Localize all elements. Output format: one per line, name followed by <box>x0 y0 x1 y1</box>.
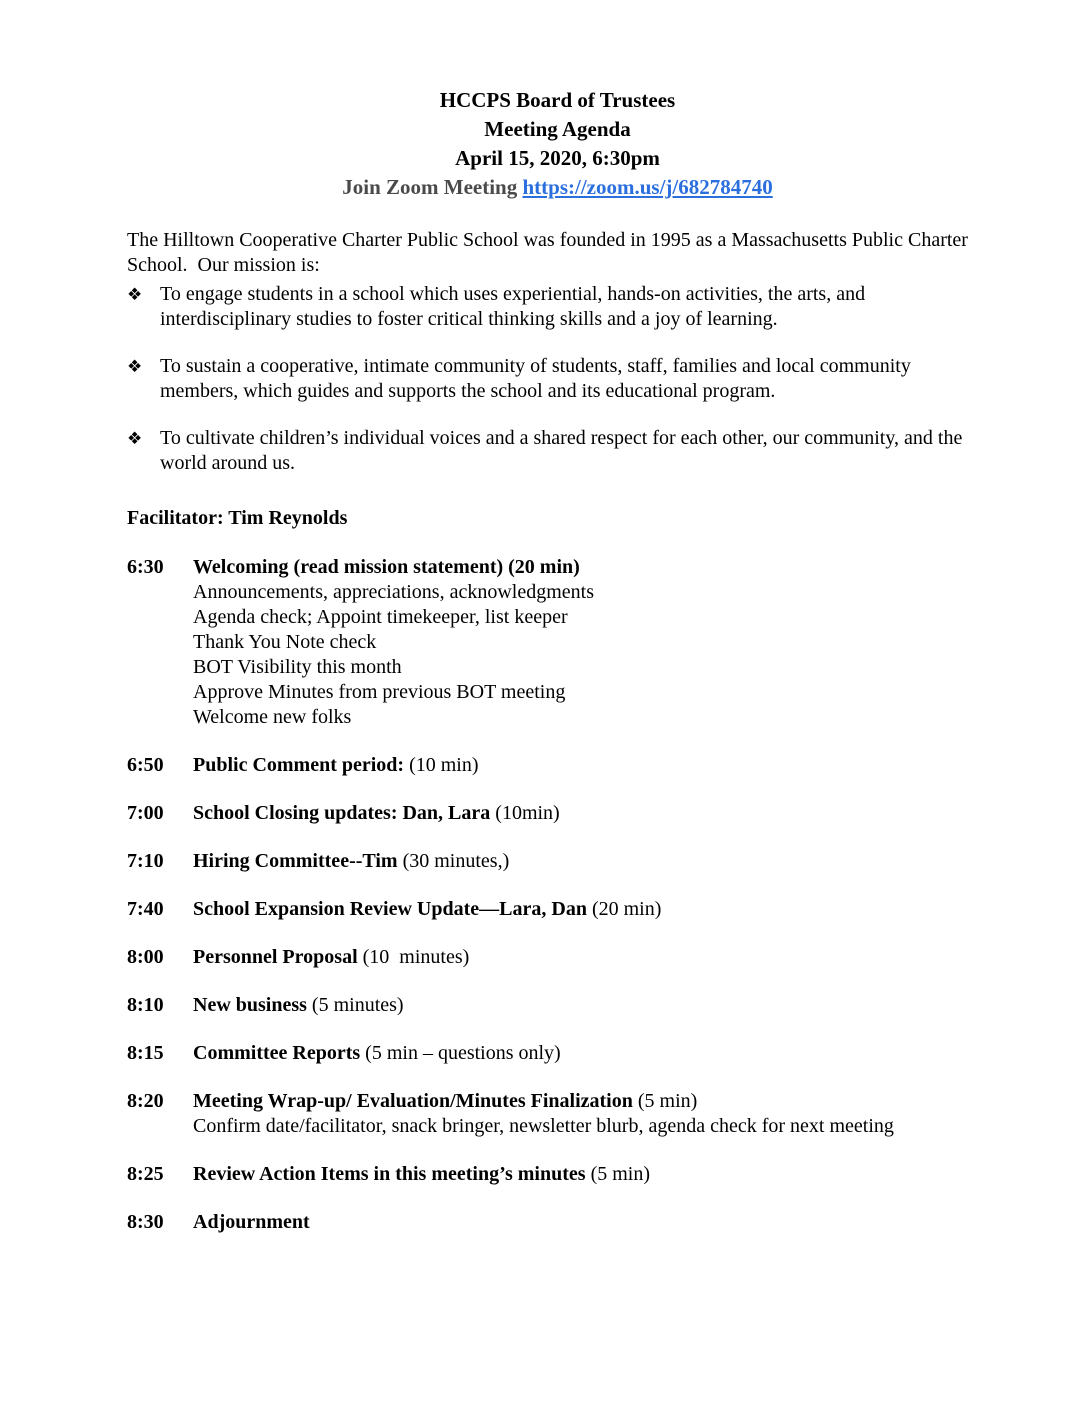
agenda-item-subline: BOT Visibility this month <box>193 656 402 678</box>
agenda-item <box>127 1089 988 1139</box>
agenda-item-title: School Expansion Review Update—Lara, Dan <box>193 898 587 920</box>
agenda-item-content <box>193 897 988 922</box>
mission-bullet-text: To engage students in a school which uses experiential, hands-on activities, the arts, and interdisciplinary studies to foster critical thinking skills and a joy of learning. <box>160 283 866 330</box>
agenda-item-title: Welcoming (read mission statement) (20 min) <box>193 556 580 578</box>
agenda-item <box>127 945 988 970</box>
agenda-item-subline: Confirm date/facilitator, snack bringer, newsletter blurb, agenda check for next meeting <box>193 1115 894 1137</box>
agenda-item-subline: Thank You Note check <box>193 631 377 653</box>
agenda-item-detail: (5 min – questions only) <box>360 1042 561 1064</box>
zoom-meeting-line <box>127 173 988 202</box>
agenda-item-time: 8:10 <box>127 994 164 1016</box>
document-title: HCCPS Board of Trustees <box>439 88 676 112</box>
agenda-item-content <box>193 849 988 874</box>
agenda-item-title-line <box>193 1210 988 1235</box>
agenda-item-title-line <box>193 897 988 922</box>
mission-bullet-text: To sustain a cooperative, intimate community of students, staff, families and local community members, which guides and supports the school and its educational program. <box>160 355 911 402</box>
agenda-item <box>127 1210 988 1235</box>
agenda-item-title: Personnel Proposal <box>193 946 358 968</box>
agenda-item-detail: (5 min) <box>585 1163 650 1185</box>
mission-bullet <box>127 282 988 332</box>
agenda-item-time: 6:50 <box>127 754 164 776</box>
agenda-item-time: 8:20 <box>127 1090 164 1112</box>
agenda-item <box>127 753 988 778</box>
agenda-item-time: 8:25 <box>127 1163 164 1185</box>
agenda-item-title: Committee Reports <box>193 1042 361 1064</box>
agenda-item-title-line <box>193 801 988 826</box>
agenda-item-detail: (10 minutes) <box>357 946 470 968</box>
agenda-item-content <box>193 555 988 730</box>
mission-bullet <box>127 354 988 404</box>
agenda-item-time: 7:10 <box>127 850 164 872</box>
agenda-item-detail: (10 min) <box>404 754 479 776</box>
mission-bullet-text: To cultivate children’s individual voices and a shared respect for each other, our community, and the world around us. <box>160 427 963 474</box>
agenda-item-title-line <box>193 1089 988 1114</box>
diamond-bullet-icon: ❖ <box>127 429 143 448</box>
agenda-item-title-line <box>193 993 988 1018</box>
agenda-item-content <box>193 801 988 826</box>
agenda-item-title-line <box>193 945 988 970</box>
agenda-item-title-line <box>193 1041 988 1066</box>
agenda-item-title: Public Comment period: <box>193 754 405 776</box>
agenda-item-time: 7:40 <box>127 898 164 920</box>
agenda-item-content <box>193 1210 988 1235</box>
mission-list <box>127 282 988 476</box>
agenda-item <box>127 801 988 826</box>
agenda-item-content <box>193 993 988 1018</box>
agenda-item-detail: (5 min) <box>632 1090 698 1112</box>
intro-paragraph: The Hilltown Cooperative Charter Public School was founded in 1995 as a Massachusetts Public Charter School. Our mission is: <box>127 229 973 276</box>
mission-bullet <box>127 426 988 476</box>
agenda-item-detail: (30 minutes,) <box>397 850 510 872</box>
document-subtitle: Meeting Agenda <box>484 117 631 141</box>
agenda-item <box>127 849 988 874</box>
agenda-item-title: New business <box>193 994 307 1016</box>
agenda-item-time: 8:30 <box>127 1211 164 1233</box>
agenda-item <box>127 1162 988 1187</box>
agenda-item-title: Review Action Items in this meeting’s minutes <box>193 1163 586 1185</box>
agenda-item <box>127 555 988 730</box>
agenda-item-time: 8:15 <box>127 1042 164 1064</box>
agenda-item-title: School Closing updates: Dan, Lara <box>193 802 491 824</box>
diamond-bullet-icon: ❖ <box>127 357 143 376</box>
agenda-item-detail: (10min) <box>490 802 560 824</box>
agenda-item-detail: (5 minutes) <box>306 994 404 1016</box>
agenda-item-subline: Announcements, appreciations, acknowledgments <box>193 581 594 603</box>
agenda-item-time: 7:00 <box>127 802 164 824</box>
agenda-item-title-line <box>193 753 988 778</box>
facilitator-line: Facilitator: Tim Reynolds <box>127 507 348 529</box>
agenda-item-title: Hiring Committee--Tim <box>193 850 398 872</box>
agenda-item-detail: (20 min) <box>586 898 662 920</box>
zoom-meeting-label: Join Zoom Meeting <box>342 175 523 199</box>
agenda-item-content <box>193 1041 988 1066</box>
agenda-item-title-line <box>193 1162 988 1187</box>
document-header <box>127 86 988 202</box>
agenda-item-subline: Welcome new folks <box>193 706 352 728</box>
agenda-item-content <box>193 1089 988 1139</box>
agenda-item-time: 8:00 <box>127 946 164 968</box>
agenda-item-title-line <box>193 555 988 580</box>
agenda-item <box>127 993 988 1018</box>
agenda-item <box>127 1041 988 1066</box>
agenda-item-title: Meeting Wrap-up/ Evaluation/Minutes Finalization <box>193 1090 633 1112</box>
diamond-bullet-icon: ❖ <box>127 285 143 304</box>
meeting-datetime: April 15, 2020, 6:30pm <box>455 146 660 170</box>
agenda-item-subline: Approve Minutes from previous BOT meeting <box>193 681 566 703</box>
agenda-item-content <box>193 1162 988 1187</box>
agenda-item-subline: Agenda check; Appoint timekeeper, list keeper <box>193 606 568 628</box>
agenda-item-content <box>193 753 988 778</box>
agenda-list <box>127 555 988 1235</box>
agenda-item <box>127 897 988 922</box>
agenda-item-title: Adjournment <box>193 1211 310 1233</box>
agenda-item-content <box>193 945 988 970</box>
agenda-item-title-line <box>193 849 988 874</box>
zoom-meeting-link[interactable]: https://zoom.us/j/682784740 <box>522 175 773 199</box>
agenda-item-time: 6:30 <box>127 556 164 578</box>
